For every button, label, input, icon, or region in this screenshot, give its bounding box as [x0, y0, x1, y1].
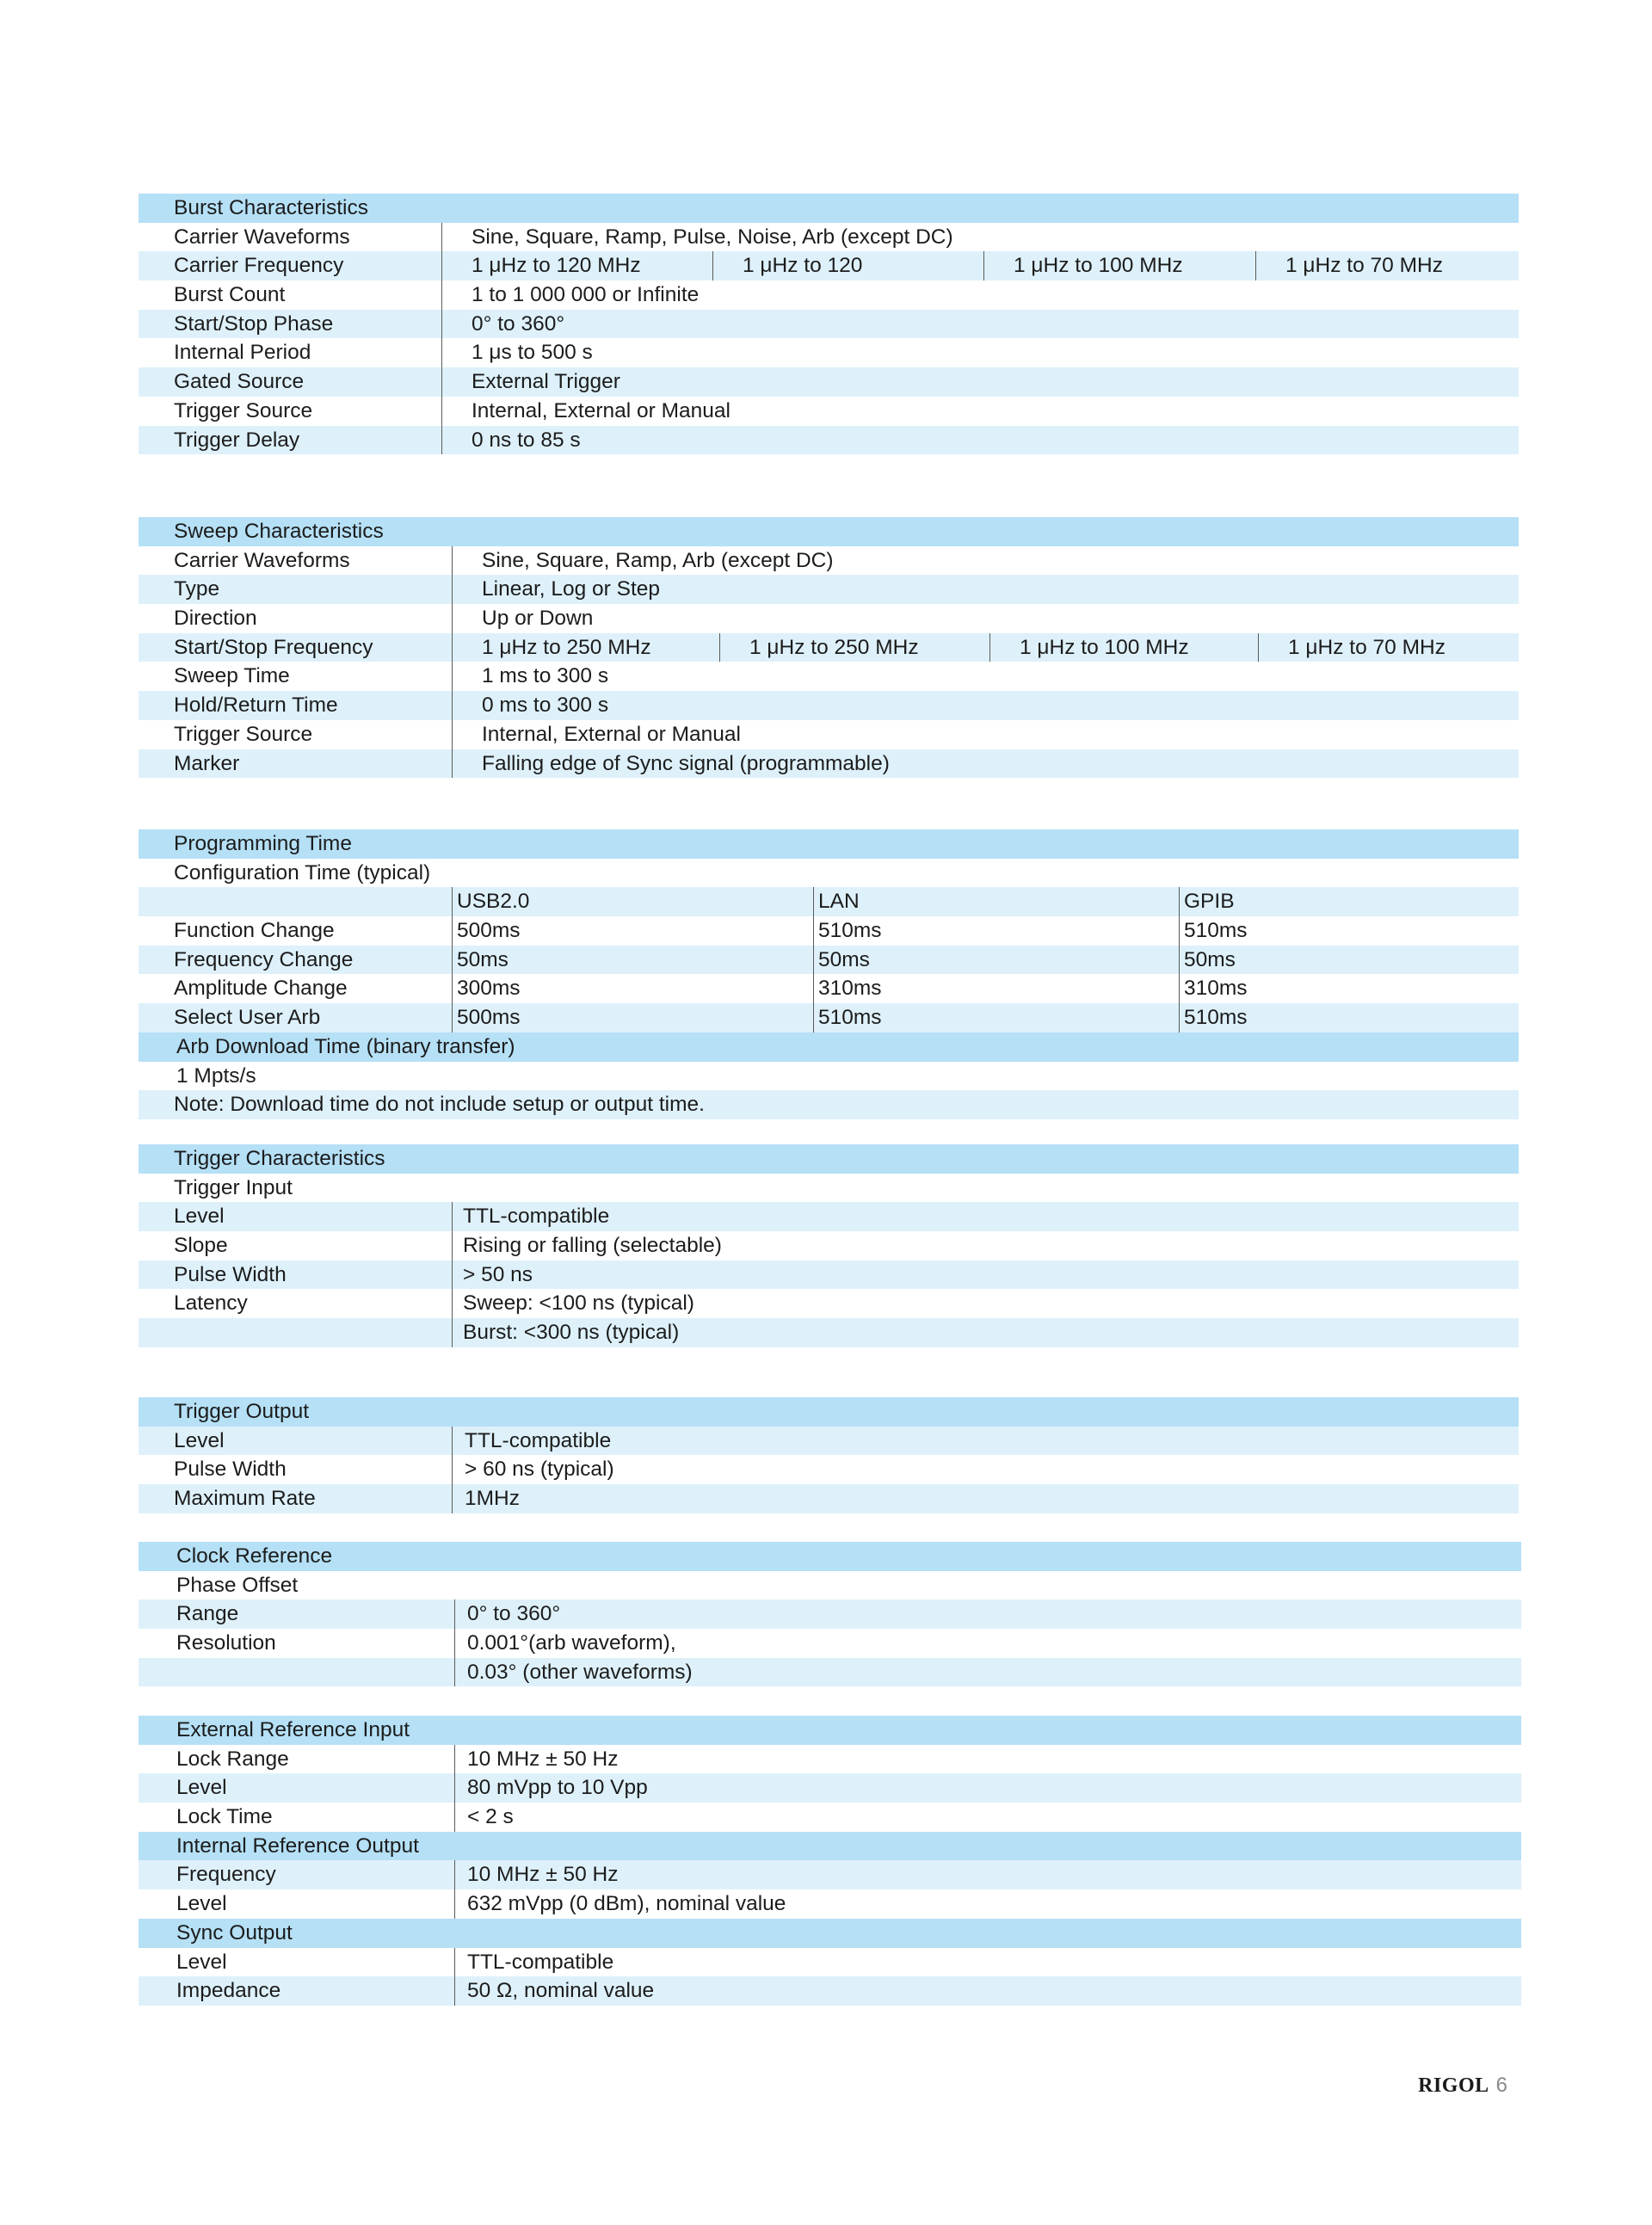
- table-row: [139, 1484, 1519, 1513]
- row-value: Sweep: <100 ns (typical): [452, 1289, 694, 1318]
- row-value: Sine, Square, Ramp, Pulse, Noise, Arb (except DC): [441, 223, 953, 252]
- row-label: Level: [176, 1950, 227, 1974]
- row-value: 300ms: [452, 974, 521, 1003]
- section-title: Arb Download Time (binary transfer): [176, 1034, 515, 1058]
- table-row: [139, 1976, 1521, 2006]
- table-row: [139, 633, 1519, 663]
- row-label: Frequency: [176, 1863, 276, 1887]
- table-row: [139, 1003, 1519, 1032]
- row-value: 80 mVpp to 10 Vpp: [454, 1773, 648, 1803]
- row-value: 500ms: [452, 1003, 521, 1032]
- row-value: 310ms: [813, 974, 882, 1003]
- row-value: 1 μHz to 120: [712, 251, 862, 280]
- row-value: 1MHz: [452, 1484, 520, 1513]
- table-row: [139, 338, 1519, 367]
- table-row: [139, 1202, 1519, 1231]
- section-title: Sync Output: [176, 1920, 293, 1945]
- row-value: Burst: <300 ns (typical): [452, 1318, 679, 1347]
- row-label: Phase Offset: [176, 1573, 299, 1597]
- row-value: 510ms: [813, 1003, 882, 1032]
- row-label: Burst Count: [174, 283, 286, 307]
- table-row: [139, 1599, 1521, 1629]
- row-value: 0.001°(arb waveform),: [454, 1629, 676, 1658]
- burst-characteristics-table: [139, 194, 1519, 454]
- row-value: 50ms: [813, 946, 870, 975]
- row-label: Lock Time: [176, 1805, 273, 1829]
- row-value: Up or Down: [452, 604, 593, 633]
- row-value: 50ms: [1179, 946, 1236, 975]
- row-label: Internal Period: [174, 341, 311, 365]
- row-value: 1 μs to 500 s: [441, 338, 593, 367]
- row-value: 0° to 360°: [441, 310, 564, 339]
- row-label: Carrier Waveforms: [174, 225, 350, 249]
- section-header: [139, 829, 1519, 859]
- row-label: Amplitude Change: [174, 977, 348, 1001]
- row-label: Hold/Return Time: [174, 693, 338, 718]
- section-title: Internal Reference Output: [176, 1834, 419, 1858]
- row-label: Level: [176, 1776, 227, 1800]
- row-value: 1 ms to 300 s: [452, 662, 608, 691]
- row-value: 1 to 1 000 000 or Infinite: [441, 280, 699, 310]
- row-value: 1 μHz to 250 MHz: [452, 633, 651, 663]
- row-label: Direction: [174, 607, 257, 631]
- table-row: [139, 310, 1519, 339]
- table-row: [139, 916, 1519, 946]
- row-value: 10 MHz ± 50 Hz: [454, 1860, 618, 1889]
- table-row: [139, 1773, 1521, 1803]
- reference-sync-table: [139, 1716, 1521, 2006]
- row-value: 510ms: [1179, 916, 1248, 946]
- row-value: 1 μHz to 100 MHz: [983, 251, 1183, 280]
- row-label: Gated Source: [174, 370, 305, 394]
- row-label: Type: [174, 577, 220, 601]
- table-row: [139, 367, 1519, 397]
- row-value: 632 mVpp (0 dBm), nominal value: [454, 1889, 786, 1919]
- row-value: 1 μHz to 120 MHz: [441, 251, 641, 280]
- row-value: 10 MHz ± 50 Hz: [454, 1745, 618, 1774]
- section-header: [139, 1716, 1521, 1745]
- row-label: 1 Mpts/s: [176, 1063, 256, 1088]
- table-row: [139, 546, 1519, 576]
- clock-reference-table: [139, 1542, 1521, 1686]
- table-row: [139, 1090, 1519, 1119]
- row-value: TTL-compatible: [452, 1427, 611, 1456]
- row-label: Select User Arb: [174, 1006, 321, 1030]
- column-header: GPIB: [1179, 887, 1235, 916]
- row-label: Carrier Frequency: [174, 254, 344, 278]
- table-row: [139, 1289, 1519, 1318]
- table-row: [139, 662, 1519, 691]
- row-value: Internal, External or Manual: [441, 397, 730, 426]
- section-header: [139, 1144, 1519, 1174]
- section-header: [139, 1919, 1521, 1948]
- row-label: Range: [176, 1602, 239, 1626]
- row-label: Marker: [174, 751, 240, 775]
- section-header: [139, 1397, 1519, 1427]
- brand-logo: RIGOL: [1418, 2074, 1489, 2097]
- table-row: [139, 1062, 1519, 1091]
- row-label: Level: [174, 1428, 225, 1452]
- row-value: TTL-compatible: [454, 1948, 613, 1977]
- row-label: Pulse Width: [174, 1262, 287, 1286]
- table-row: [139, 397, 1519, 426]
- row-label: Function Change: [174, 919, 335, 943]
- row-value: Internal, External or Manual: [452, 720, 741, 749]
- section-header: [139, 1542, 1521, 1571]
- row-label: Sweep Time: [174, 664, 290, 688]
- row-label: Frequency Change: [174, 947, 354, 971]
- section-header: [139, 194, 1519, 223]
- section-title: External Reference Input: [176, 1718, 410, 1741]
- table-row: [139, 1231, 1519, 1260]
- page-number: 6: [1495, 2074, 1507, 2097]
- row-label: Carrier Waveforms: [174, 548, 350, 572]
- row-value: 1 μHz to 70 MHz: [1255, 251, 1443, 280]
- section-header: [139, 1032, 1519, 1062]
- row-value: Falling edge of Sync signal (programmable): [452, 749, 890, 779]
- table-row: [139, 575, 1519, 604]
- row-value: 0 ns to 85 s: [441, 426, 581, 455]
- row-value: < 2 s: [454, 1803, 514, 1832]
- row-label: Start/Stop Frequency: [174, 635, 373, 659]
- row-label: Level: [174, 1205, 225, 1229]
- row-label: Trigger Source: [174, 398, 313, 422]
- row-value: Linear, Log or Step: [452, 575, 660, 604]
- trigger-characteristics-table: [139, 1144, 1519, 1347]
- table-row: [139, 946, 1519, 975]
- section-title: Sweep Characteristics: [174, 520, 384, 543]
- row-value: 510ms: [1179, 1003, 1248, 1032]
- row-label: Lock Range: [176, 1747, 289, 1771]
- row-value: Rising or falling (selectable): [452, 1231, 722, 1260]
- row-value: 0° to 360°: [454, 1599, 560, 1629]
- table-row: [139, 691, 1519, 720]
- row-value: 0.03° (other waveforms): [454, 1658, 693, 1687]
- sweep-characteristics-table: [139, 517, 1519, 778]
- row-value: 1 μHz to 70 MHz: [1258, 633, 1446, 663]
- row-value: External Trigger: [441, 367, 620, 397]
- section-title: Clock Reference: [176, 1544, 333, 1568]
- table-row: [139, 974, 1519, 1003]
- row-value: Sine, Square, Ramp, Arb (except DC): [452, 546, 834, 576]
- table-row: [139, 251, 1519, 280]
- row-value: 50 Ω, nominal value: [454, 1976, 654, 2006]
- row-label: Slope: [174, 1234, 228, 1258]
- table-row: [139, 604, 1519, 633]
- table-row: [139, 1571, 1521, 1600]
- section-title: Trigger Characteristics: [174, 1147, 385, 1170]
- row-value: > 50 ns: [452, 1260, 533, 1290]
- row-label: Trigger Source: [174, 722, 313, 746]
- section-title: Programming Time: [174, 832, 352, 855]
- row-value: 310ms: [1179, 974, 1248, 1003]
- table-row: [139, 280, 1519, 310]
- table-row: [139, 1174, 1519, 1203]
- row-label: Configuration Time (typical): [174, 860, 431, 884]
- row-label: Trigger Input: [174, 1175, 293, 1199]
- row-label: Pulse Width: [174, 1458, 287, 1482]
- table-row: [139, 1745, 1521, 1774]
- table-row: [139, 1318, 1519, 1347]
- table-row: [139, 426, 1519, 455]
- trigger-output-table: [139, 1397, 1519, 1513]
- table-row: [139, 1260, 1519, 1290]
- row-label: Trigger Delay: [174, 428, 300, 452]
- programming-time-table: [139, 829, 1519, 1119]
- row-value: 510ms: [813, 916, 882, 946]
- row-value: TTL-compatible: [452, 1202, 609, 1231]
- row-value: 50ms: [452, 946, 509, 975]
- section-title: Burst Characteristics: [174, 196, 369, 219]
- row-label: Latency: [174, 1291, 248, 1316]
- row-label: Start/Stop Phase: [174, 311, 334, 336]
- table-row: [139, 1860, 1521, 1889]
- row-value: 1 μHz to 250 MHz: [719, 633, 919, 663]
- note-text: Note: Download time do not include setup or output time.: [174, 1093, 705, 1117]
- row-label: Impedance: [176, 1979, 281, 2003]
- section-header: [139, 517, 1519, 546]
- table-row: [139, 749, 1519, 779]
- row-value: > 60 ns (typical): [452, 1455, 614, 1484]
- table-row: [139, 1427, 1519, 1456]
- section-title: Trigger Output: [174, 1400, 310, 1423]
- column-header: USB2.0: [452, 887, 529, 916]
- table-row: [139, 1455, 1519, 1484]
- table-row: [139, 1948, 1521, 1977]
- page-footer: [1418, 2074, 1507, 2098]
- row-label: Level: [176, 1892, 227, 1916]
- row-label: Resolution: [176, 1631, 276, 1655]
- row-label: Maximum Rate: [174, 1487, 316, 1511]
- table-row: [139, 1658, 1521, 1687]
- row-value: 1 μHz to 100 MHz: [989, 633, 1189, 663]
- row-value: 0 ms to 300 s: [452, 691, 608, 720]
- row-value: 500ms: [452, 916, 521, 946]
- table-row: [139, 1629, 1521, 1658]
- table-row: [139, 223, 1519, 252]
- section-header: [139, 1832, 1521, 1861]
- column-header-row: [139, 887, 1519, 916]
- table-row: [139, 720, 1519, 749]
- table-row: [139, 1889, 1521, 1919]
- table-row: [139, 859, 1519, 888]
- column-header: LAN: [813, 887, 860, 916]
- table-row: [139, 1803, 1521, 1832]
